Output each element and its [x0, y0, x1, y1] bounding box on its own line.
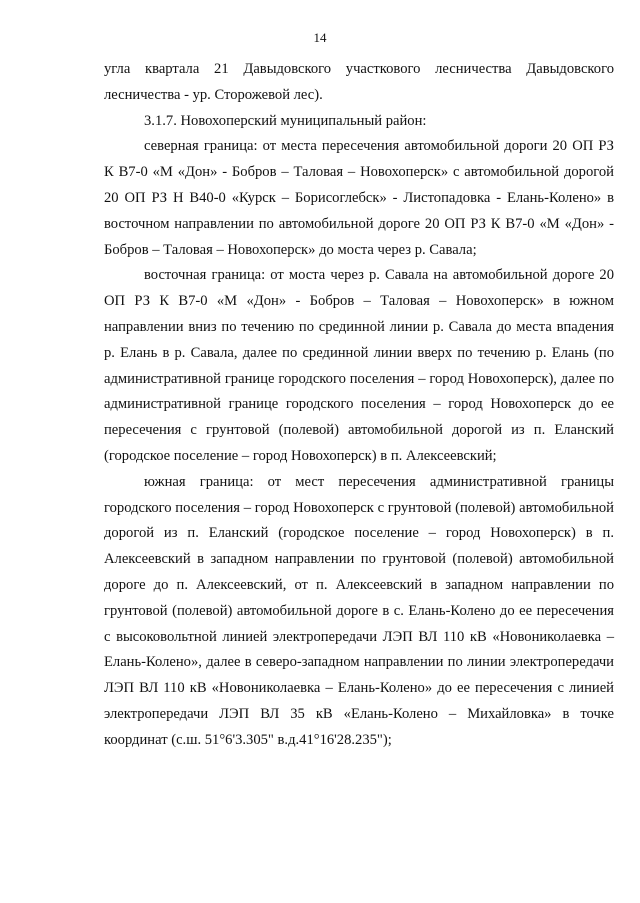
paragraph-east-border: восточная граница: от моста через р. Савала на автомобильной дороге 20 ОП РЗ К В7-0 «М «Дон» - Бобров – Таловая – Новохоперск» в южном направлении вниз по течению по срединной линии р. Савала до места впадения р. Елань в р. Савала, далее по срединной линии вверх по течению р. Елань (по административной границе городского поселения – город Новохоперск), далее по административной границе городского поселения – город Новохоперск до ее пересечения с грунтовой (полевой) автомобильной дорогой из п. Еланский (городское поселение – город Новохоперск) в п. Алексеевский; [104, 267, 614, 464]
paragraph-north-border: северная граница: от места пересечения автомобильной дороги 20 ОП РЗ К В7-0 «М «Дон» - Бобров – Таловая – Новохоперск» с автомобильной дорогой 20 ОП РЗ Н В40-0 «Курск – Борисоглебск» - Листопадовка - Елань-Колено» в восточном направлении по автомобильной дороге 20 ОП РЗ К В7-0 «М «Дон» - Бобров – Таловая – Новохоперск» до моста через р. Савала; [104, 138, 614, 258]
document-body [104, 57, 614, 754]
page-number: 14 [313, 30, 327, 45]
paragraph-south-border: южная граница: от мест пересечения административной границы городского поселения – город Новохоперск с грунтовой (полевой) автомобильной дорогой из п. Еланский (городское поселение – город Новохоперск) в п. Алексеевский в западном направлении по грунтовой (полевой) автомобильной дороге до п. Алексеевский, от п. Алексеевский в западном направлении по грунтовой (полевой) автомобильной дороге в с. Елань-Колено до ее пересечения с высоковольтной линией электропередачи ЛЭП ВЛ 110 кВ «Новониколаевка – Елань-Колено», далее в северо-западном направлении по линии электропередачи ЛЭП ВЛ 110 кВ «Новониколаевка – Елань-Колено» до ее пересечения с линией электропередачи ЛЭП ВЛ 35 кВ «Елань-Колено – Михайловка» в точке координат (с.ш. 51°6'3.305" в.д.41°16'28.235"); [104, 473, 614, 748]
paragraph-intro-continuation: угла квартала 21 Давыдовского участкового лесничества Давыдовского лесничества - ур. Сторожевой лес). [104, 61, 614, 103]
section-heading: 3.1.7. Новохоперский муниципальный район: [144, 112, 427, 129]
